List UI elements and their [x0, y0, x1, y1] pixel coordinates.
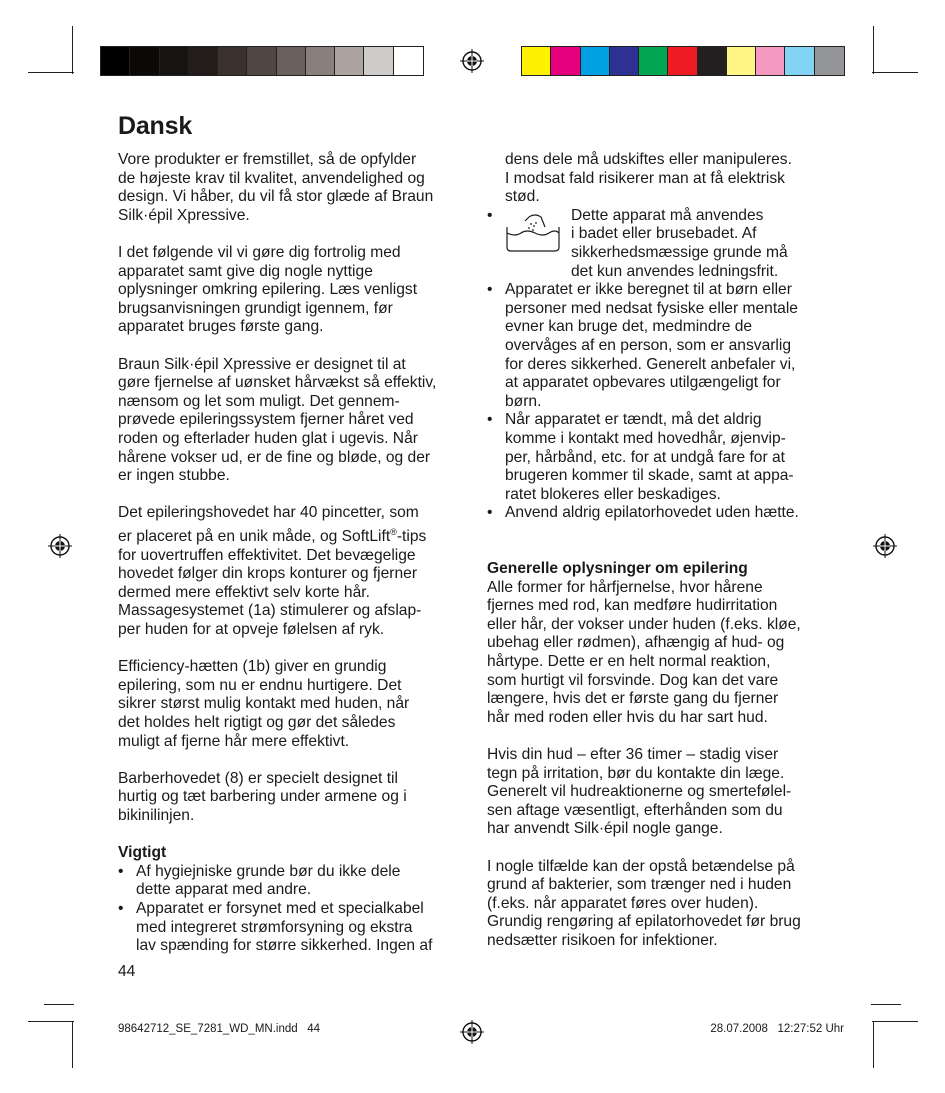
registration-mark-icon: [48, 534, 72, 558]
footer-timestamp: 28.07.2008 12:27:52 Uhr: [710, 1023, 844, 1035]
registration-mark-icon: [460, 49, 484, 73]
page-number: 44: [118, 963, 136, 980]
color-swatch: [522, 47, 551, 75]
color-swatch: [101, 47, 130, 75]
text-line: -tips: [396, 528, 427, 546]
color-swatch: [335, 47, 364, 75]
left-column: [118, 151, 468, 956]
list-item-text: Når apparatet er tændt, må det aldrig komme i kontakt med hovedhår, øjenvip- per, hårbånd, etc. for at undgå fare for at brugeren kommer til skade, samt at appa- ratet blokeres eller beskadiges.: [505, 411, 794, 503]
color-swatch: [218, 47, 247, 75]
bullet: •: [118, 862, 124, 880]
crop-mark: [873, 26, 874, 74]
bath-bullet-item: [487, 207, 832, 281]
text-line: er placeret på en unik måde, og SoftLift: [118, 528, 391, 546]
crop-mark: [28, 1021, 74, 1022]
intro-paragraph: Vore produkter er fremstillet, så de opfylder de højeste krav til kvalitet, anvendelighed og design. Vi håber, du vil få stor glæde af Braun Silk·épil Xpressive.: [118, 151, 434, 224]
color-swatch: [639, 47, 668, 75]
shaver-head-paragraph: Barberhovedet (8) er specielt designet til hurtig og tæt barbering under armene og i bikinilinjen.: [118, 769, 407, 824]
text-block: for uovertruffen effektivitet. Det bevægelige hovedet følger din krops konturer og fjerner dermed mere effektivt selv korte hår. Massagesystemet (1a) stimulerer og afslap- per huden for at opveje følelsen af ryk.: [118, 546, 422, 639]
list-item: [487, 281, 832, 411]
crop-mark: [872, 72, 918, 73]
crop-mark: [44, 1004, 74, 1005]
color-swatch: [551, 47, 580, 75]
crop-mark: [28, 72, 74, 73]
color-swatch: [247, 47, 276, 75]
registered-mark: ®: [390, 526, 397, 537]
list-item: [487, 504, 832, 523]
epilation-head-paragraph: [118, 504, 468, 639]
registration-mark-icon: [873, 534, 897, 558]
list-item-text: Apparatet er ikke beregnet til at børn eller personer med nedsat fysiske eller mentale evner kan bruge det, medmindre de overvåges af en person, som er ansvarlig for deres sikkerhed. Generelt anbefaler vi, at apparatet opbevares utilgængeligt for børn.: [505, 281, 798, 410]
footer-filename: 98642712_SE_7281_WD_MN.indd 44: [118, 1023, 321, 1035]
color-swatch: [160, 47, 189, 75]
color-swatch: [189, 47, 218, 75]
bullet: •: [118, 899, 124, 917]
important-heading: Vigtigt: [118, 844, 167, 862]
list-item-text: Apparatet er forsynet med et specialkabel med integreret strømforsyning og ekstra lav spænding for større sikkerhed. Ingen af: [136, 899, 433, 955]
continued-text: dens dele må udskiftes eller manipuleres. I modsat fald risikerer man at få elektrisk stød.: [505, 151, 792, 206]
safety-list: [487, 281, 832, 523]
crop-mark: [72, 1022, 73, 1068]
bullet: •: [487, 411, 493, 429]
color-swatch: [785, 47, 814, 75]
color-swatch: [815, 47, 844, 75]
color-swatch: [277, 47, 306, 75]
bullet: •: [487, 206, 493, 224]
color-swatch: [668, 47, 697, 75]
list-item-text: Anvend aldrig epilatorhovedet uden hætte.: [505, 504, 799, 522]
product-description-paragraph: Braun Silk·épil Xpressive er designet til at gøre fjernelse af uønsket hårvækst så effektiv, nænsom og let som muligt. Det gennem- prøvede epileringssystem fjerner håret ved roden og efterlader huden glat i ugevis. Når hårene vokser ud, er de fine og bløde, og der er ingen stubbe.: [118, 355, 437, 485]
crop-mark: [871, 1004, 901, 1005]
bullet: •: [487, 281, 493, 299]
page-title: Dansk: [118, 112, 193, 140]
efficiency-cap-paragraph: Efficiency-hætten (1b) giver en grundig epilering, som nu er endnu hurtigere. Det sikrer størst mulig kontakt med huden, når det holdes helt rigtigt og gør det således muligt af fjerne hår mere effektivt.: [118, 658, 410, 750]
general-info-paragraph: Alle former for hårfjernelse, hvor hårene fjernes med rod, kan medføre hudirritation eller hår, der vokser under huden (f.eks. kløe, ubehag eller rødmen), afhængig af hud- og hårtype. Dette er en helt normal reaktion, som hurtigt vil forsvinde. Dog kan det vare længere, hvis det er første gang du fjerner hår med roden eller hvis du har sart hud.: [487, 578, 801, 726]
bath-shower-icon: [505, 213, 561, 253]
color-swatch: [364, 47, 393, 75]
list-item: [118, 863, 468, 900]
crop-mark: [72, 26, 73, 74]
color-swatch: [698, 47, 727, 75]
infection-paragraph: I nogle tilfælde kan der opstå betændelse på grund af bakterier, som trænger ned i huden (f.eks. når apparatet føres over huden). Grundig rengøring af epilatorhovedet før brug nedsætter risikoen for infektioner.: [487, 857, 801, 949]
general-info-heading: Generelle oplysninger om epilering: [487, 560, 748, 578]
doctor-advice-paragraph: Hvis din hud – efter 36 timer – stadig viser tegn på irritation, bør du kontakte din læge. Generelt vil hudreaktionerne og smertefølel- sen aftage væsentligt, efterhånden som du har anvendt Silk·épil nogle gange.: [487, 746, 792, 838]
important-list: [118, 863, 468, 956]
color-swatch: [756, 47, 785, 75]
color-swatch: [306, 47, 335, 75]
list-item: [118, 900, 468, 956]
color-calibration-bar: [521, 46, 845, 76]
color-swatch: [581, 47, 610, 75]
color-swatch: [610, 47, 639, 75]
list-item-text: Dette apparat må anvendes i badet eller brusebadet. Af sikkerhedsmæssige grunde må det kun anvendes ledningsfrit.: [571, 206, 788, 280]
color-swatch: [394, 47, 423, 75]
grey-calibration-bar: [100, 46, 424, 76]
right-column: [487, 151, 832, 951]
crop-mark: [872, 1021, 918, 1022]
overview-paragraph: I det følgende vil vi gøre dig fortrolig med apparatet samt give dig nogle nyttige oplysninger omkring epilering. Læs venligst brugsanvisningen grundigt igennem, før apparatet bruges første gang.: [118, 243, 418, 336]
registration-mark-icon: [460, 1020, 484, 1044]
bullet: •: [487, 504, 493, 522]
color-swatch: [727, 47, 756, 75]
color-swatch: [130, 47, 159, 75]
list-item-text: Af hygiejniske grunde bør du ikke dele dette apparat med andre.: [136, 862, 401, 899]
list-item: [487, 411, 832, 504]
crop-mark: [873, 1022, 874, 1068]
text-line: Det epileringshovedet har 40 pincetter, som: [118, 504, 419, 522]
